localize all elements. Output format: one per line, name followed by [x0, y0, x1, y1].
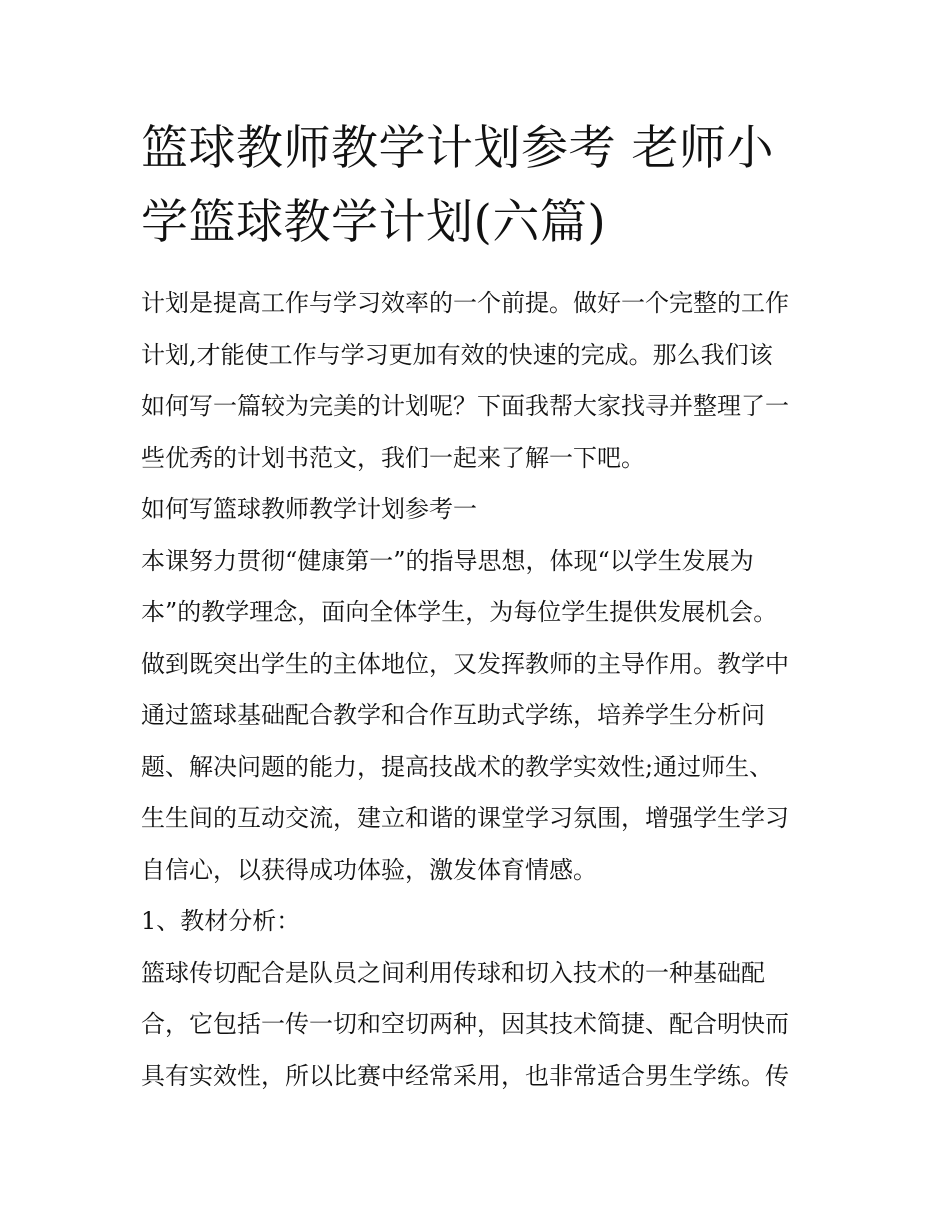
document-page — [141, 112, 813, 1102]
text-line: 计划是提高工作与学习效率的一个前提。做好一个完整的工作 — [141, 289, 789, 317]
text-line: 自信心，以获得成功体验，激发体育情感。 — [141, 855, 597, 884]
text-line: 本”的教学理念，面向全体学生，为每位学生提供发展机会。 — [141, 598, 778, 626]
document-title — [141, 112, 813, 260]
title-line: 篮球教师教学计划参考 老师小 — [141, 121, 774, 176]
subheading — [141, 896, 813, 948]
analysis-paragraph — [141, 948, 813, 1103]
subheading-text: 1、教材分析： — [141, 907, 301, 935]
text-line: 本课努力贯彻“健康第一”的指导思想，体现“以学生发展为 — [141, 546, 754, 575]
text-line: 生生间的互动交流，建立和谐的课堂学习氛围，增强学生学习 — [141, 804, 789, 832]
text-line: 些优秀的计划书范文，我们一起来了解一下吧。 — [141, 443, 645, 472]
title-line: 学篮球教学计划(六篇) — [141, 195, 607, 250]
text-line: 篮球传切配合是队员之间利用传球和切入技术的一种基础配 — [141, 958, 765, 987]
section-heading-text: 如何写篮球教师教学计划参考一 — [141, 495, 477, 523]
intro-paragraph — [141, 278, 813, 484]
body-paragraph — [141, 536, 813, 897]
text-line: 题、解决问题的能力，提高技战术的教学实效性;通过师生、 — [141, 752, 774, 781]
text-line: 计划,才能使工作与学习更加有效的快速的完成。那么我们该 — [141, 340, 773, 369]
text-line: 通过篮球基础配合教学和合作互助式学练，培养学生分析问 — [141, 701, 765, 729]
section-heading — [141, 484, 813, 536]
text-line: 合，它包括一传一切和空切两种，因其技术简捷、配合明快而 — [141, 1010, 789, 1038]
text-line: 具有实效性，所以比赛中经常采用，也非常适合男生学练。传 — [141, 1061, 789, 1090]
text-line: 做到既突出学生的主体地位，又发挥教师的主导作用。教学中 — [141, 649, 789, 678]
text-line: 如何写一篇较为完美的计划呢？下面我帮大家找寻并整理了一 — [141, 392, 789, 420]
